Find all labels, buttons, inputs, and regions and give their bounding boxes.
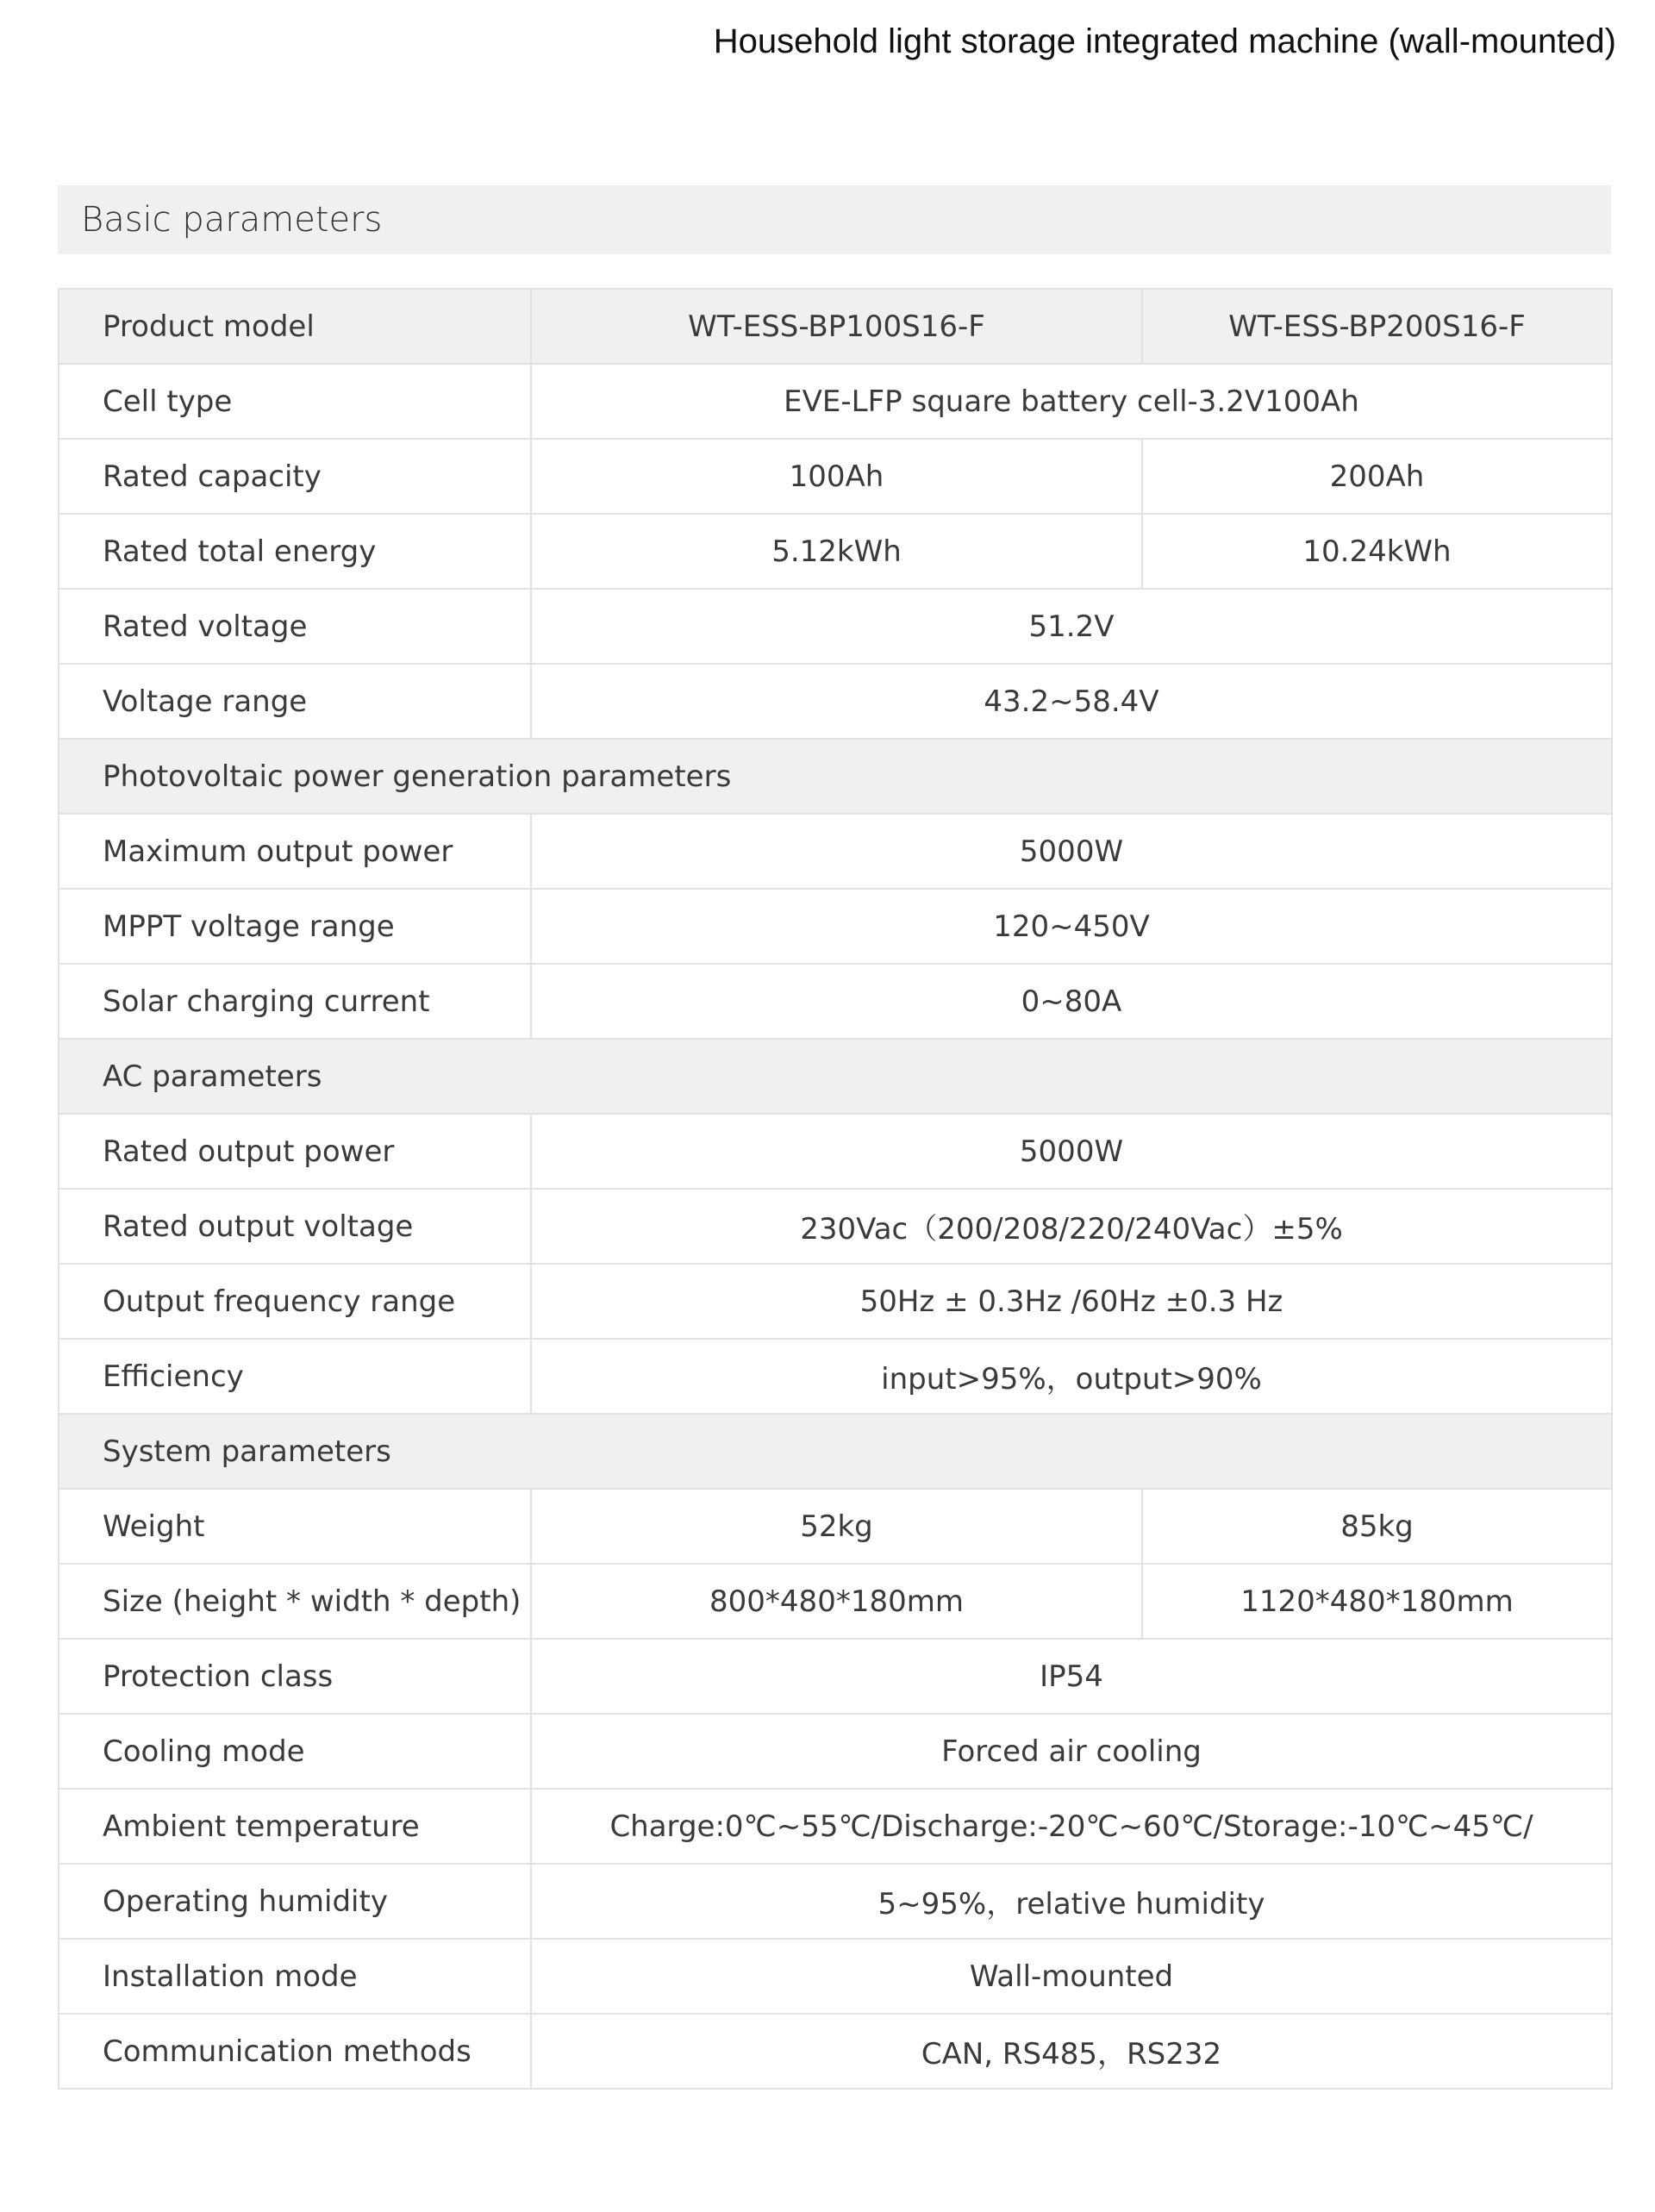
table-row-ambient-temperature bbox=[59, 1789, 1612, 1864]
row-label: Efficiency bbox=[59, 1339, 531, 1414]
table-row-operating-humidity bbox=[59, 1864, 1612, 1939]
row-value-a: 5.12kWh bbox=[531, 514, 1142, 589]
group-heading: System parameters bbox=[59, 1414, 1612, 1489]
row-label: Voltage range bbox=[59, 664, 531, 739]
row-label: Rated total energy bbox=[59, 514, 531, 589]
table-row-efficiency bbox=[59, 1339, 1612, 1414]
row-value: Wall-mounted bbox=[531, 1939, 1612, 2014]
table-group-ac bbox=[59, 1039, 1612, 1114]
table-row-communication-methods bbox=[59, 2014, 1612, 2089]
section-header-basic-parameters bbox=[58, 185, 1611, 254]
row-value-a: 52kg bbox=[531, 1489, 1142, 1564]
row-label: Solar charging current bbox=[59, 964, 531, 1039]
row-label: Rated output power bbox=[59, 1114, 531, 1189]
row-label: Protection class bbox=[59, 1639, 531, 1714]
row-value: 230Vac（200/208/220/240Vac）±5% bbox=[531, 1189, 1612, 1264]
row-value: EVE-LFP square battery cell-3.2V100Ah bbox=[531, 364, 1612, 439]
table-row-rated-capacity bbox=[59, 439, 1612, 514]
table-row-mppt-voltage-range bbox=[59, 889, 1612, 964]
table-row-size bbox=[59, 1564, 1612, 1639]
group-heading: Photovoltaic power generation parameters bbox=[59, 739, 1612, 814]
row-value: 50Hz ± 0.3Hz /60Hz ±0.3 Hz bbox=[531, 1264, 1612, 1339]
row-value: Forced air cooling bbox=[531, 1714, 1612, 1789]
row-label: Cooling mode bbox=[59, 1714, 531, 1789]
row-value: 51.2V bbox=[531, 589, 1612, 664]
table-group-photovoltaic bbox=[59, 739, 1612, 814]
table-row-installation-mode bbox=[59, 1939, 1612, 2014]
table-row-product-model bbox=[59, 289, 1612, 364]
document-title: Household light storage integrated machine (wall-mounted) bbox=[713, 22, 1616, 60]
row-value-a: 100Ah bbox=[531, 439, 1142, 514]
table-row-weight bbox=[59, 1489, 1612, 1564]
row-value-b: 10.24kWh bbox=[1142, 514, 1612, 589]
row-value-b: 1120*480*180mm bbox=[1142, 1564, 1612, 1639]
model-a-header: WT-ESS-BP100S16-F bbox=[531, 289, 1142, 364]
table-row-rated-output-voltage bbox=[59, 1189, 1612, 1264]
group-heading: AC parameters bbox=[59, 1039, 1612, 1114]
row-label: Rated voltage bbox=[59, 589, 531, 664]
row-label: Output frequency range bbox=[59, 1264, 531, 1339]
row-label: Installation mode bbox=[59, 1939, 531, 2014]
table-row-cooling-mode bbox=[59, 1714, 1612, 1789]
row-label: MPPT voltage range bbox=[59, 889, 531, 964]
row-value: input>95%，output>90% bbox=[531, 1339, 1612, 1414]
row-value: 5000W bbox=[531, 814, 1612, 889]
table-row-voltage-range bbox=[59, 664, 1612, 739]
row-value: 5000W bbox=[531, 1114, 1612, 1189]
row-value: 0~80A bbox=[531, 964, 1612, 1039]
row-value: 5~95%，relative humidity bbox=[531, 1864, 1612, 1939]
row-label: Rated output voltage bbox=[59, 1189, 531, 1264]
row-value: IP54 bbox=[531, 1639, 1612, 1714]
spec-table bbox=[58, 288, 1613, 2090]
table-row-protection-class bbox=[59, 1639, 1612, 1714]
row-label: Maximum output power bbox=[59, 814, 531, 889]
model-b-header: WT-ESS-BP200S16-F bbox=[1142, 289, 1612, 364]
table-row-rated-total-energy bbox=[59, 514, 1612, 589]
row-value: 43.2~58.4V bbox=[531, 664, 1612, 739]
row-label: Operating humidity bbox=[59, 1864, 531, 1939]
table-group-system bbox=[59, 1414, 1612, 1489]
row-value-b: 200Ah bbox=[1142, 439, 1612, 514]
row-value: 120~450V bbox=[531, 889, 1612, 964]
row-label: Cell type bbox=[59, 364, 531, 439]
table-row-rated-voltage bbox=[59, 589, 1612, 664]
row-label: Communication methods bbox=[59, 2014, 531, 2089]
row-label: Weight bbox=[59, 1489, 531, 1564]
row-label: Product model bbox=[59, 289, 531, 364]
table-row-solar-charging-current bbox=[59, 964, 1612, 1039]
row-label: Size (height * width * depth) bbox=[59, 1564, 531, 1639]
row-value-b: 85kg bbox=[1142, 1489, 1612, 1564]
row-value: CAN, RS485，RS232 bbox=[531, 2014, 1612, 2089]
table-row-max-output-power bbox=[59, 814, 1612, 889]
table-row-output-frequency-range bbox=[59, 1264, 1612, 1339]
row-value-a: 800*480*180mm bbox=[531, 1564, 1142, 1639]
table-row-rated-output-power bbox=[59, 1114, 1612, 1189]
row-value: Charge:0℃~55℃/Discharge:-20℃~60℃/Storage:-10℃~45℃/ bbox=[531, 1789, 1612, 1864]
section-title: Basic parameters bbox=[81, 200, 383, 240]
row-label: Ambient temperature bbox=[59, 1789, 531, 1864]
row-label: Rated capacity bbox=[59, 439, 531, 514]
table-row-cell-type bbox=[59, 364, 1612, 439]
